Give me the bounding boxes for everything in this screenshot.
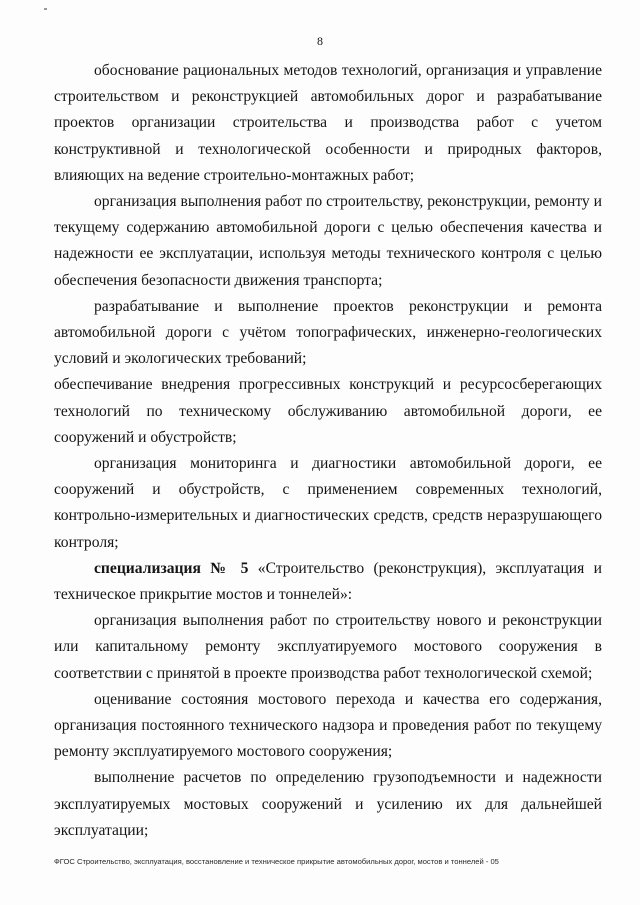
paragraph: обоснование рациональных методов технологий, организация и управление строительством и реконструкцией автомобильных дорог и разрабатывание проектов организации строительства и производства работ с учетом конструктивной и технологической особенности и природных факторов, влияющих на ведение строительно-монтажных работ; — [54, 62, 602, 184]
paragraph: разрабатывание и выполнение проектов реконструкции и ремонта автомобильной дороги с учётом топографических, инженерно-геологических условий и экологических требований; — [54, 297, 602, 368]
paragraph: организация выполнения работ по строительству, реконструкции, ремонту и текущему содержанию автомобильной дороги с целью обеспечения качества и надежности ее эксплуатации, используя методы технического контроля с целью обеспечения безопасности движения транспорта; — [54, 193, 602, 289]
paragraph: организация мониторинга и диагностики автомобильной дороги, ее сооружений и обустройств, с применением современных технологий, контрольно-измерительных и диагностических средств, средств неразрушающего контроля; — [54, 455, 602, 551]
specialization-title: «Строительство (реконструкция), эксплуатация и техническое прикрытие мостов и тоннелей»: — [54, 559, 602, 604]
document-body — [54, 58, 602, 844]
specialization-label: специализация № 5 — [94, 559, 249, 577]
paragraph: обеспечивание внедрения прогрессивных конструкций и ресурсосберегающих технологий по техническому обслуживанию автомобильной дороги, ее сооружений и обустройств; — [54, 376, 602, 446]
specialization-heading — [54, 556, 602, 608]
page-number: 8 — [317, 34, 323, 48]
paragraph: организация выполнения работ по строительству нового и реконструкции или капитальному ремонту эксплуатируемого мостового сооружения в соответствии с принятой в проекте производства работ технологической схемой; — [54, 612, 602, 682]
paragraph: оценивание состояния мостового перехода и качества его содержания, организация постоянного технического надзора и проведения работ по текущему ремонту эксплуатируемого мостового сооружения; — [54, 690, 602, 761]
paragraph: выполнение расчетов по определению грузоподъемности и надежности эксплуатируемых мостовых сооружений и усилению их для дальнейшей эксплуатации; — [54, 769, 602, 839]
page-footer: ФГОС Строительство, эксплуатация, восстановление и техническое прикрытие автомобильных дорог, мостов и тоннелей - 05 — [54, 857, 499, 866]
scan-mark — [44, 8, 47, 10]
